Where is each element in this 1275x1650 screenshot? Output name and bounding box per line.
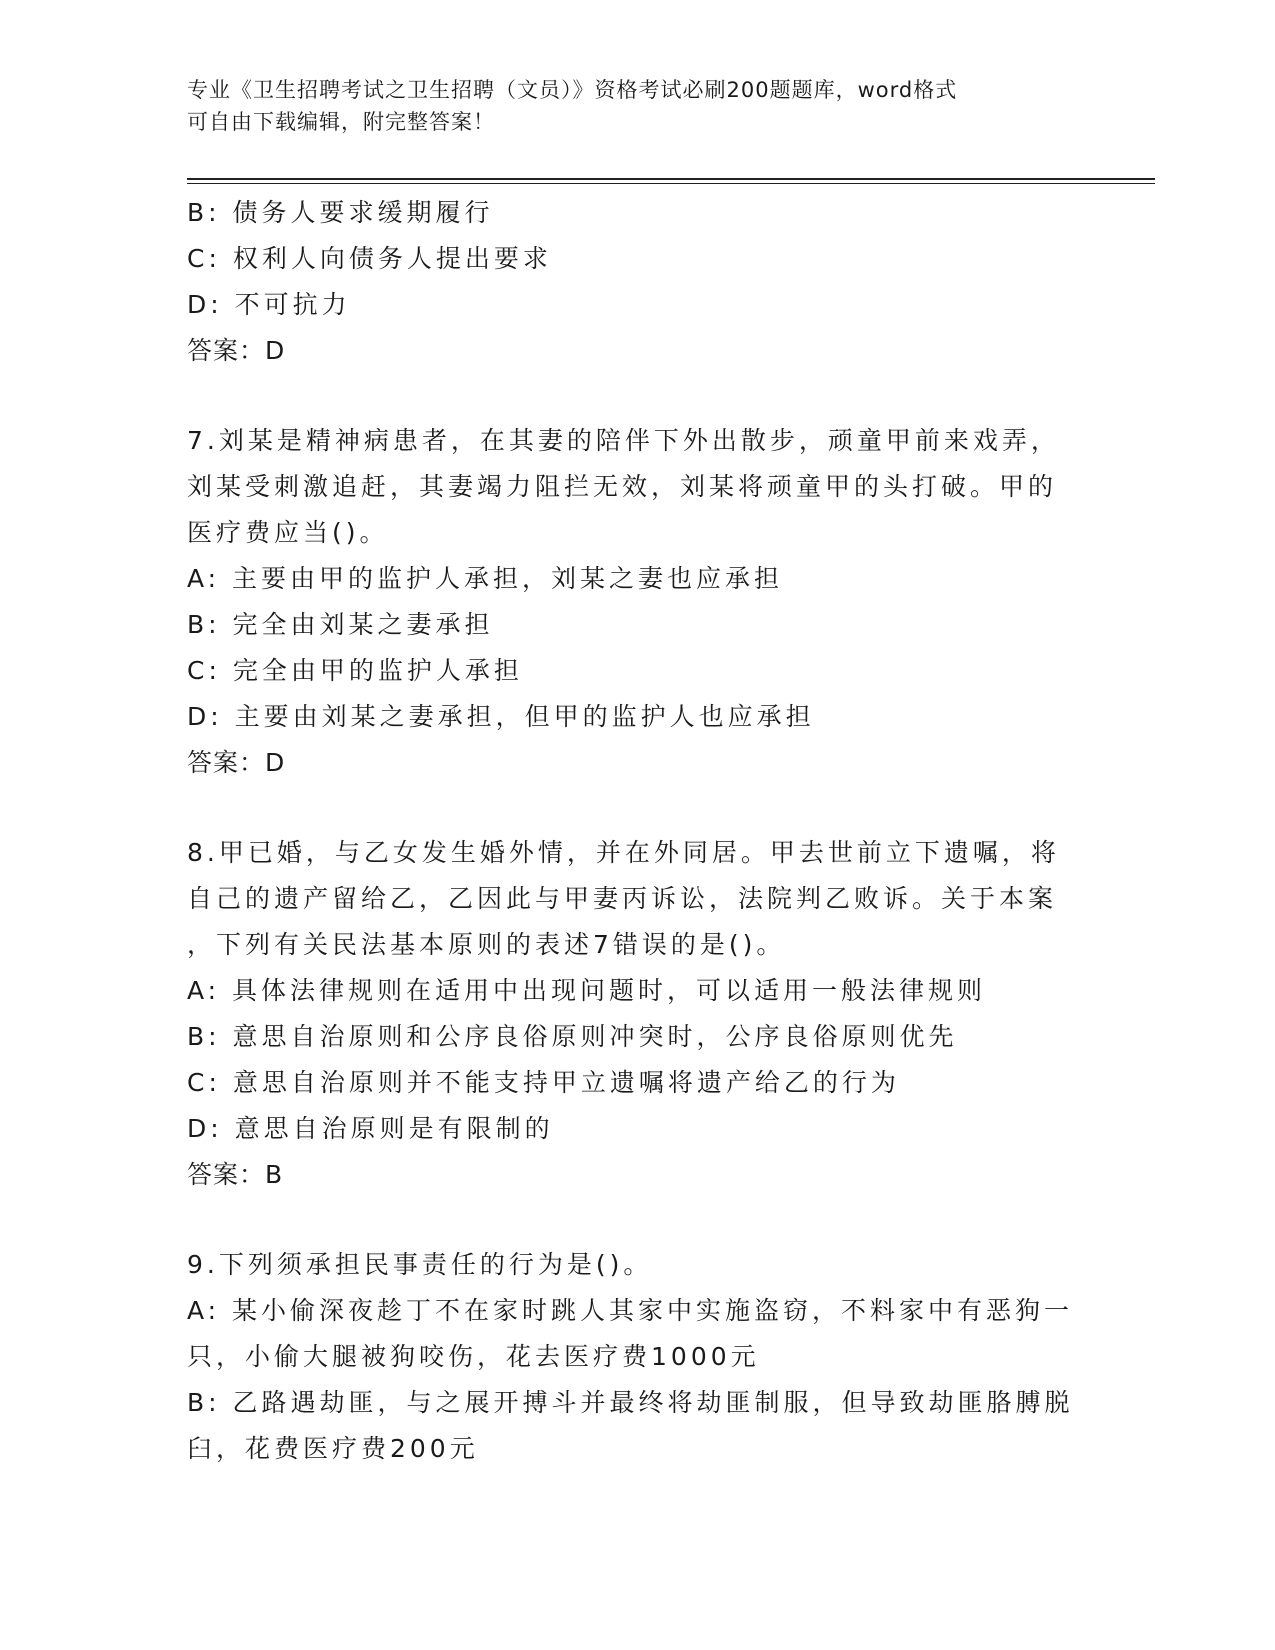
question-stem: 自己的遗产留给乙，乙因此与甲妻丙诉讼，法院判乙败诉。关于本案 <box>187 884 1058 913</box>
option-d: D: 不可抗力 <box>187 290 351 319</box>
question-stem: 刘某受刺激追赶，其妻竭力阻拦无效，刘某将顽童甲的头打破。甲的 <box>187 472 1058 501</box>
question-content <box>187 190 1087 1472</box>
option-b: B: 乙路遇劫匪，与之展开搏斗并最终将劫匪制服，但导致劫匪胳膊脱 <box>187 1388 1074 1417</box>
header-line-1: 专业《卫生招聘考试之卫生招聘（文员）》资格考试必刷200题题库，word格式 <box>187 78 958 102</box>
question-stem: 医疗费应当()。 <box>187 518 389 547</box>
option-b: B: 完全由刘某之妻承担 <box>187 610 494 639</box>
answer: 答案：D <box>187 336 286 365</box>
question-stem: 9.下列须承担民事责任的行为是()。 <box>187 1250 653 1279</box>
question-6-tail <box>187 190 1087 374</box>
option-b: B: 意思自治原则和公序良俗原则冲突时，公序良俗原则优先 <box>187 1022 958 1051</box>
question-stem: ，下列有关民法基本原则的表述7错误的是()。 <box>187 930 786 959</box>
answer: 答案：D <box>187 748 286 777</box>
question-9 <box>187 1242 1087 1472</box>
question-stem: 8.甲已婚，与乙女发生婚外情，并在外同居。甲去世前立下遗嘱，将 <box>187 838 1060 867</box>
answer: 答案：B <box>187 1160 284 1189</box>
option-c: C: 权利人向债务人提出要求 <box>187 244 552 273</box>
option-c: C: 完全由甲的监护人承担 <box>187 656 523 685</box>
option-a-continued: 只，小偷大腿被狗咬伤，花去医疗费1000元 <box>187 1342 760 1371</box>
question-7 <box>187 418 1087 786</box>
header-divider-thin <box>187 183 1155 184</box>
header-line-2: 可自由下载编辑，附完整答案！ <box>187 110 495 134</box>
option-a: A: 主要由甲的监护人承担，刘某之妻也应承担 <box>187 564 784 593</box>
option-a: A: 具体法律规则在适用中出现问题时，可以适用一般法律规则 <box>187 976 987 1005</box>
question-stem: 7.刘某是精神病患者，在其妻的陪伴下外出散步，顽童甲前来戏弄， <box>187 426 1060 455</box>
option-b-continued: 臼，花费医疗费200元 <box>187 1434 479 1463</box>
document-header <box>187 74 1087 138</box>
option-b: B: 债务人要求缓期履行 <box>187 198 494 227</box>
option-c: C: 意思自治原则并不能支持甲立遗嘱将遗产给乙的行为 <box>187 1068 900 1097</box>
option-d: D: 意思自治原则是有限制的 <box>187 1114 554 1143</box>
header-divider-thick <box>187 178 1155 180</box>
question-8 <box>187 830 1087 1198</box>
option-a: A: 某小偷深夜趁丁不在家时跳人其家中实施盗窃，不料家中有恶狗一 <box>187 1296 1074 1325</box>
option-d: D: 主要由刘某之妻承担，但甲的监护人也应承担 <box>187 702 815 731</box>
